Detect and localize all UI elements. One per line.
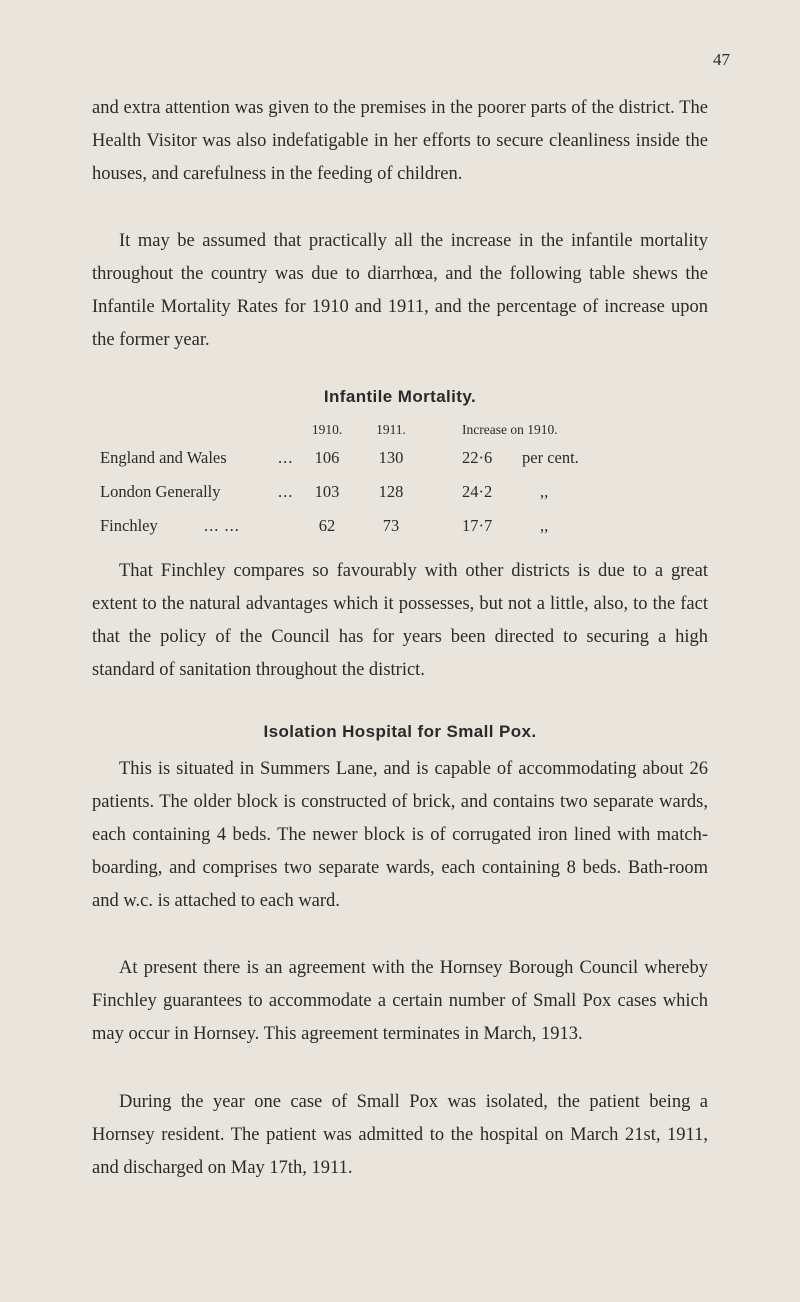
heading-isolation-hospital: Isolation Hospital for Small Pox. <box>263 722 537 741</box>
row-leader-dots: ... <box>278 482 294 501</box>
table-row <box>100 516 720 542</box>
table-row <box>100 448 720 474</box>
row-area: England and Wales <box>100 448 227 467</box>
row-value-1910: 103 <box>314 482 340 501</box>
row-value-1911: 73 <box>382 516 400 535</box>
row-area: Finchley <box>100 516 158 535</box>
row-leader-dots: ... ... <box>204 516 240 535</box>
paragraph-finchley-comparison: That Finchley compares so favourably with other districts is due to a great extent to the natural advantages which it possesses, but not a little, also, to the fact that the policy of the Council has for years been directed to securing a high standard of sanitation throughout the district. <box>92 561 708 680</box>
column-header-1911: 1911. <box>376 422 406 437</box>
table-header-row <box>100 422 720 448</box>
paragraph-small-pox-case: During the year one case of Small Pox was isolated, the patient being a Hornsey resident. The patient was admitted to the hospital on March 21st, 1911, and discharged on May 17th, 1911. <box>92 1092 708 1178</box>
paragraph-hornsey-agreement: At present there is an agreement with the Hornsey Borough Council whereby Finchley guarantees to accommodate a certain number of Small Pox cases which may occur in Hornsey. This agreement terminates in March, 1913. <box>92 958 708 1044</box>
heading-infantile-mortality: Infantile Mortality. <box>323 387 477 406</box>
row-value-1910: 106 <box>314 448 340 467</box>
paragraph-infantile-mortality-intro: It may be assumed that practically all the increase in the infantile mortality throughout the country was due to diarrhœa, and the following table shews the Infantile Mortality Rates for 1910 and 1911, and the percentage of increase upon the former year. <box>92 231 708 350</box>
column-header-increase: Increase on 1910. <box>462 422 558 437</box>
row-area: London Generally <box>100 482 221 501</box>
paragraph-premises: and extra attention was given to the premises in the poorer parts of the district. The Health Visitor was also indefatigable in her efforts to secure cleanliness inside the houses, and carefulness in the feeding of children. <box>92 98 708 184</box>
row-increase: 17·7 <box>462 516 493 535</box>
row-value-1911: 130 <box>378 448 404 467</box>
row-value-1911: 128 <box>378 482 404 501</box>
row-value-1910: 62 <box>318 516 336 535</box>
row-increase: 22·6 <box>462 448 493 467</box>
row-increase: 24·2 <box>462 482 493 501</box>
column-header-1910: 1910. <box>311 422 343 437</box>
paragraph-isolation-hospital: This is situated in Summers Lane, and is capable of accommodating about 26 patients. The older block is constructed of brick, and contains two separate wards, each containing 4 beds. The newer block is of corrugated iron lined with match-boarding, and comprises two separate wards, each containing 8 beds. Bath-room and w.c. is attached to each ward. <box>92 759 708 911</box>
row-leader-dots: ... <box>278 448 294 467</box>
row-unit: ,, <box>540 482 549 501</box>
row-unit: ,, <box>540 516 549 535</box>
table-row <box>100 482 720 508</box>
row-unit: per cent. <box>522 448 579 467</box>
page-number: 47 <box>713 50 730 69</box>
